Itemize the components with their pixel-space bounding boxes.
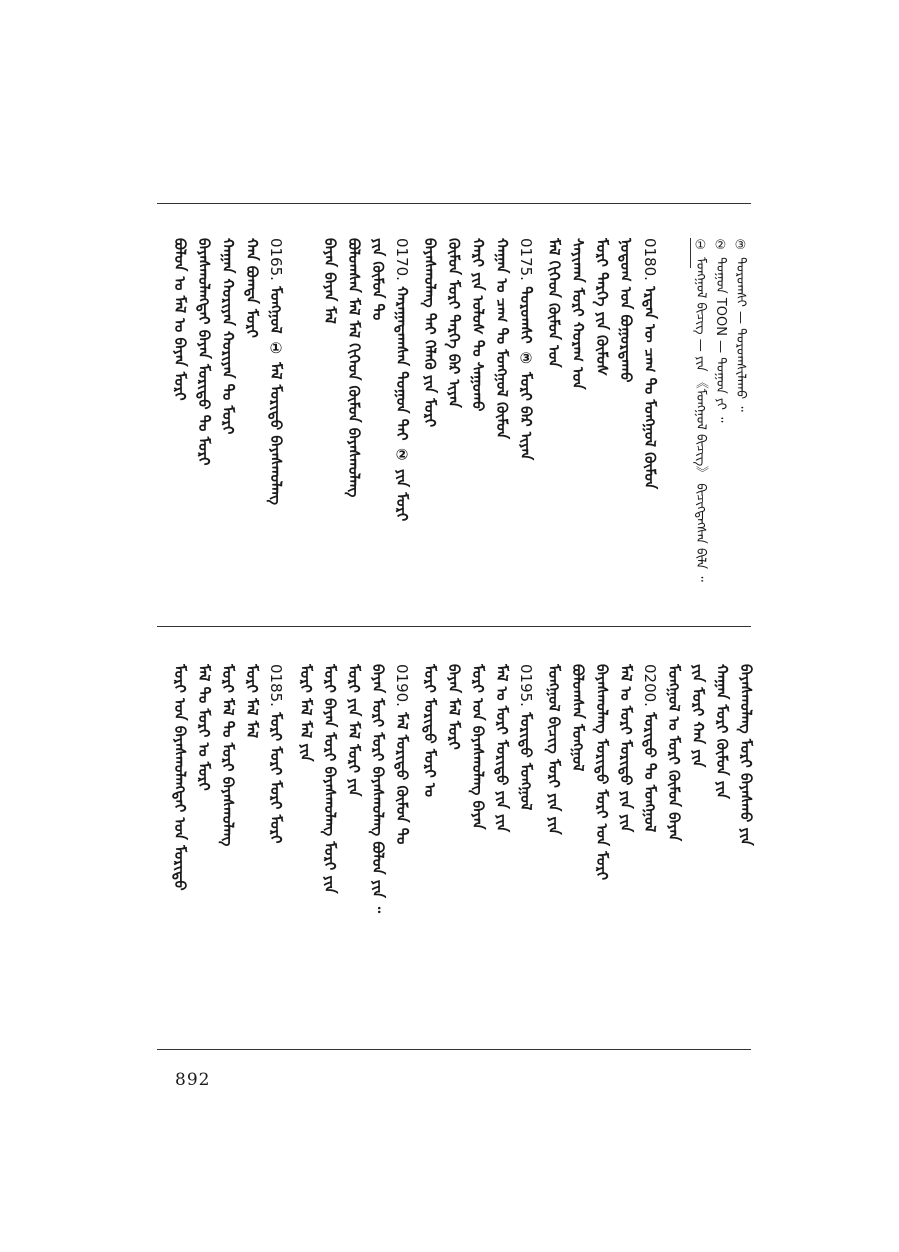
verse-line: ᠪᠣᠯᠤᠭᠰᠠᠨ ᠮᠣᠩᠭᠣᠯ <box>569 664 587 772</box>
verse-line: ᠶᠢᠨ ᠬᠦᠮᠦᠨ ᠲᠤ <box>369 238 387 321</box>
verse-line: 0200. ᠮᠣᠷᠢᠲᠤ ᠲᠤ ᠮᠣᠩᠭᠣᠯ <box>641 664 659 833</box>
bottom-rule <box>157 1049 751 1050</box>
verse-line: ᠰᠠᠶᠢᠬᠠᠨ ᠮᠣᠷᠢ ᠬᠤᠷᠠᠭ ᠤᠨ <box>569 238 587 390</box>
verse-line: ᠮᠠᠯ ᠤ ᠮᠣᠷᠢ ᠮᠣᠷᠢᠲᠤ ᠶᠢᠨ ᠶᠢᠨ <box>493 664 511 833</box>
footnote: ② ᠲᠣᠭᠣᠨ TOON — ᠲᠣᠭᠣᠨ ᠶᠢ ᠃ <box>713 238 728 423</box>
verse-line: ᠮᠠᠯ ᠤ ᠮᠣᠷᠢ ᠮᠣᠷᠢᠲᠤ ᠶᠢᠨ ᠶᠢᠨ <box>617 664 635 833</box>
verse-line: ᠬᠠᠭᠠᠨ ᠬᠣᠷᠢᠶᠠᠨ ᠬᠣᠷᠢᠶᠠᠨ ᠲᠤ ᠮᠣᠷᠢ <box>219 238 237 435</box>
verse-line: ᠬᠠᠭᠠᠨ ᠮᠣᠷᠢ ᠬᠦᠮᠦᠨ ᠶᠢᠨ <box>713 664 731 799</box>
verse-line: ᠮᠣᠷᠢ ᠲᠡᠷᠭᠡ ᠶᠢᠨ ᠬᠥᠮᠦᠰ <box>593 238 611 376</box>
verse-line: ᠮᠣᠷᠢ ᠮᠠᠯ ᠮᠠᠯ ᠶᠢᠨ <box>297 664 315 762</box>
page-number: 892 <box>175 1070 211 1090</box>
verse-line: 0170. ᠬᠠᠷᠠᠭᠠᠳᠠᠭᠰᠠᠨ ᠲᠣᠭᠣᠨ ᠲᠠᠢ ② ᠶᠢᠨ ᠮᠣᠷᠢ <box>393 238 411 522</box>
verse-line: ᠮᠣᠩᠭᠣᠯ ᠪᠢᠴᠢᠭ ᠮᠣᠷᠢ ᠶᠢᠨ ᠶᠢᠨ <box>545 664 563 835</box>
verse-line: ᠮᠠᠯ ᠲᠤ ᠮᠣᠷᠢ ᠤ ᠮᠣᠷᠢ <box>195 664 213 791</box>
middle-rule <box>157 626 751 627</box>
verse-line: ᠮᠣᠷᠢ ᠮᠠᠯ ᠲᠤ ᠮᠣᠷᠢ ᠪᠠᠶᠠᠰᠬᠤᠯᠠᠩ <box>219 664 237 847</box>
verse-line: 0195. ᠮᠣᠷᠢᠲᠤ ᠮᠣᠩᠭᠣᠯ <box>517 664 535 811</box>
verse-line: ᠪᠠᠶᠠᠰᠬᠤᠯᠠᠩ ᠮᠣᠷᠢᠲᠤ ᠮᠣᠷᠢ ᠤᠨ ᠮᠣᠷᠢ <box>593 664 611 881</box>
verse-line: ᠮᠣᠷᠢ ᠮᠠᠯ ᠮᠠᠯ <box>243 664 261 739</box>
verse-line: ᠪᠠᠶᠠᠨ ᠮᠠᠯ ᠮᠣᠷᠢ <box>445 664 463 750</box>
verse-line: ᠮᠣᠩᠭᠣᠯ ᠤ ᠮᠣᠷᠢ ᠬᠦᠮᠦᠨ ᠪᠠᠶᠠᠨ <box>665 664 683 842</box>
verse-line: ᠨᠤᠲᠤᠭ ᠤᠨ ᠪᠣᠭᠣᠷᠳᠠᠬᠤ <box>617 238 635 383</box>
verse-line: ᠪᠠᠶᠠᠨ ᠪᠠᠶᠠᠨ ᠮᠠᠯ <box>321 238 339 324</box>
verse-line: ᠪᠠᠶᠠᠰᠬᠤᠯᠠᠩᠲᠠᠢ ᠪᠠᠶᠠᠨ ᠮᠣᠷᠢᠲᠤ ᠲᠤ ᠮᠣᠷᠢ <box>195 238 213 466</box>
footnote: ① ᠮᠣᠩᠭᠣᠯ ᠪᠢᠴᠢᠭ — ᠶᠢᠨ 《ᠮᠣᠩᠭᠣᠯ ᠪᠢᠴᠢᠭ》 ᠪᠢᠴᠢᠭᠳᠡᠭᠰᠡᠨ ᠪᠢᠯᠡ ᠃ <box>693 238 708 582</box>
verse-line: ᠮᠣᠷᠢ ᠶᠢᠨ ᠮᠠᠯ ᠮᠣᠷᠢ ᠶᠢᠨ <box>345 664 363 797</box>
verse-line: 0165. ᠮᠣᠩᠭᠣᠯ ① ᠮᠠᠯ ᠮᠣᠷᠢᠲᠤ ᠪᠠᠶᠠᠰᠬᠤᠯᠠᠩ <box>267 238 285 506</box>
verse-line: ᠪᠣᠯᠤᠭᠰᠠᠨ ᠮᠠᠯ ᠮᠠᠯ ᠬᠢᠭᠡᠳ ᠬᠦᠮᠦᠨ ᠪᠠᠶᠠᠰᠬᠤᠯᠠᠩ <box>345 238 363 498</box>
verse-line: ᠪᠣᠯᠤᠨ ᠤ ᠮᠠᠯ ᠤ ᠪᠠᠶᠠᠨ ᠮᠣᠷᠢ <box>171 238 189 401</box>
verse-line: 0180. ᠡᠷᠲᠡᠨ ᠦ ᠴᠠᠭ ᠲᠤ ᠮᠣᠩᠭᠣᠯ ᠬᠦᠮᠦᠨ <box>641 238 659 490</box>
top-rule <box>157 203 751 204</box>
verse-line: ᠪᠠᠶᠠᠰᠬᠤᠯᠠᠩ ᠮᠣᠷᠢ ᠪᠠᠶᠠᠰᠬᠤ ᠶᠢᠨ <box>737 664 755 846</box>
verse-line: 0175. ᠳᠣᠷᠣᠭᠰᠢ ③ ᠮᠣᠷᠢ ᠪᠡᠷ ᠢᠶᠡᠨ <box>517 238 535 461</box>
verse-line: ᠬᠠᠭᠠᠨ ᠤ ᠴᠠᠭ ᠲᠤ ᠮᠣᠩᠭᠣᠯ ᠬᠦᠮᠦᠨ <box>493 238 511 439</box>
verse-line: ᠮᠠᠯ ᠬᠢᠭᠡᠳ ᠬᠦᠮᠦᠨ ᠤᠨ <box>545 238 563 368</box>
verse-line: 0190. ᠮᠠᠯ ᠮᠣᠷᠢᠲᠤ ᠬᠦᠮᠦᠨ ᠲᠤ <box>393 664 411 845</box>
verse-line: ᠪᠠᠶᠠᠰᠬᠤᠯᠠᠩ ᠲᠠᠢ ᠬᠡᠯᠡᠬᠦ ᠶᠢᠨ ᠮᠣᠷᠢ <box>421 238 439 428</box>
footnote: ③ ᠳᠣᠷᠣᠭᠰᠢ — ᠳᠣᠷᠣᠭᠰᠢᠯᠠᠬᠤ ᠃ <box>733 238 748 412</box>
verse-line: ᠪᠠᠶᠠᠨ ᠮᠣᠷᠢ ᠮᠣᠷᠢ ᠪᠠᠶᠠᠰᠬᠤᠯᠠᠩ ᠪᠣᠯᠤᠨ ᠶᠢᠨ ᠃ <box>369 664 387 914</box>
verse-line: ᠬᠦᠮᠦᠨ ᠮᠣᠷᠢ ᠲᠡᠷᠭᠡ ᠪᠡᠷ ᠢᠶᠡᠨ <box>445 238 463 408</box>
verse-line: ᠮᠣᠷᠢ ᠤᠨ ᠪᠠᠶᠠᠰᠬᠤᠯᠠᠩᠲᠠᠢ ᠤᠨ ᠮᠣᠷᠢᠲᠤ <box>171 664 189 891</box>
verse-line: ᠬᠠᠨ ᠪᠣᠭᠳᠠ ᠮᠣᠷᠢ <box>243 238 261 338</box>
verse-line: ᠮᠣᠷᠢ ᠤᠨ ᠪᠠᠶᠠᠰᠬᠤᠯᠠᠩ ᠪᠠᠶᠠᠨ <box>469 664 487 830</box>
verse-line: 0185. ᠮᠣᠷᠢ ᠮᠣᠷᠢ ᠮᠣᠷᠢ ᠮᠣᠷᠢ <box>267 664 285 844</box>
verse-line: ᠬᠠᠷᠢ ᠶᠢᠨ ᠤᠯᠤᠰ ᠲᠤ ᠰᠠᠭᠤᠬᠤ <box>469 238 487 412</box>
verse-line: ᠶᠢᠨ ᠮᠣᠷᠢ ᠬᠠᠨ ᠶᠢᠨ <box>689 664 707 768</box>
verse-line: ᠮᠣᠷᠢ ᠪᠠᠶᠠᠨ ᠮᠣᠷᠢ ᠪᠠᠶᠠᠰᠬᠤᠯᠠᠩ ᠮᠣᠷᠢ ᠶᠢᠨ <box>321 664 339 894</box>
verse-line: ᠮᠣᠷᠢ ᠮᠣᠷᠢᠲᠤ ᠮᠣᠷᠢ ᠤ <box>421 664 439 797</box>
